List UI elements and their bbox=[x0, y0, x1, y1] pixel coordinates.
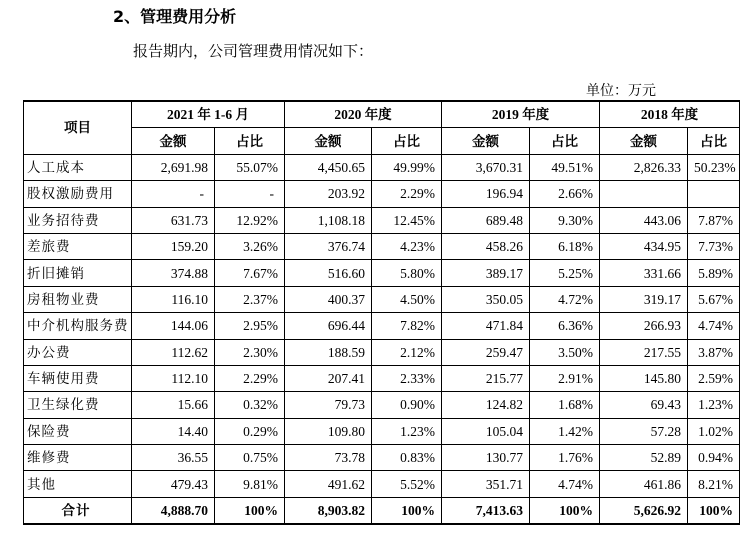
amount-header: 金额 bbox=[132, 128, 215, 154]
ratio-cell: 2.59% bbox=[688, 365, 740, 391]
row-item-label: 保险费 bbox=[24, 418, 132, 444]
amount-cell: 7,413.63 bbox=[442, 497, 530, 524]
table-row bbox=[24, 181, 740, 207]
ratio-cell: 0.32% bbox=[215, 392, 285, 418]
table-row bbox=[24, 233, 740, 259]
ratio-cell: 1.23% bbox=[688, 392, 740, 418]
ratio-cell: 2.66% bbox=[530, 181, 600, 207]
table-row bbox=[24, 471, 740, 497]
row-item-label: 合计 bbox=[24, 497, 132, 524]
ratio-cell: 3.26% bbox=[215, 233, 285, 259]
row-item-label: 办公费 bbox=[24, 339, 132, 365]
ratio-cell: 6.36% bbox=[530, 313, 600, 339]
ratio-cell: 6.18% bbox=[530, 233, 600, 259]
table-row bbox=[24, 260, 740, 286]
amount-cell bbox=[600, 181, 688, 207]
ratio-cell: 9.30% bbox=[530, 207, 600, 233]
table-row bbox=[24, 418, 740, 444]
ratio-cell: 4.72% bbox=[530, 286, 600, 312]
row-item-label: 卫生绿化费 bbox=[24, 392, 132, 418]
row-item-label: 维修费 bbox=[24, 445, 132, 471]
amount-cell: 5,626.92 bbox=[600, 497, 688, 524]
ratio-cell: 1.02% bbox=[688, 418, 740, 444]
table-row bbox=[24, 313, 740, 339]
table-row bbox=[24, 154, 740, 180]
ratio-cell: 100% bbox=[372, 497, 442, 524]
amount-cell: 696.44 bbox=[285, 313, 372, 339]
ratio-cell: 7.82% bbox=[372, 313, 442, 339]
amount-cell: 376.74 bbox=[285, 233, 372, 259]
ratio-cell: 2.29% bbox=[372, 181, 442, 207]
amount-cell: 461.86 bbox=[600, 471, 688, 497]
amount-cell: 144.06 bbox=[132, 313, 215, 339]
row-item-label: 房租物业费 bbox=[24, 286, 132, 312]
row-item-label: 折旧摊销 bbox=[24, 260, 132, 286]
amount-cell: 479.43 bbox=[132, 471, 215, 497]
ratio-cell: 4.23% bbox=[372, 233, 442, 259]
amount-cell: 3,670.31 bbox=[442, 154, 530, 180]
amount-cell: 259.47 bbox=[442, 339, 530, 365]
amount-cell: 319.17 bbox=[600, 286, 688, 312]
ratio-cell: 12.92% bbox=[215, 207, 285, 233]
period-header: 2021 年 1-6 月 bbox=[132, 101, 285, 128]
amount-cell: 15.66 bbox=[132, 392, 215, 418]
section-heading: 2、管理费用分析 bbox=[113, 7, 237, 26]
table-row bbox=[24, 286, 740, 312]
ratio-cell: 4.74% bbox=[530, 471, 600, 497]
amount-header: 金额 bbox=[442, 128, 530, 154]
amount-cell: 217.55 bbox=[600, 339, 688, 365]
ratio-cell: 5.89% bbox=[688, 260, 740, 286]
header-row-periods bbox=[24, 101, 740, 128]
amount-cell: 215.77 bbox=[442, 365, 530, 391]
ratio-cell: 0.90% bbox=[372, 392, 442, 418]
ratio-cell: 1.42% bbox=[530, 418, 600, 444]
item-header: 项目 bbox=[24, 101, 132, 154]
ratio-cell: 7.67% bbox=[215, 260, 285, 286]
amount-cell: 145.80 bbox=[600, 365, 688, 391]
amount-cell: 2,826.33 bbox=[600, 154, 688, 180]
amount-cell: 112.62 bbox=[132, 339, 215, 365]
amount-cell: 400.37 bbox=[285, 286, 372, 312]
table-row bbox=[24, 392, 740, 418]
amount-cell: 57.28 bbox=[600, 418, 688, 444]
ratio-cell: 5.67% bbox=[688, 286, 740, 312]
amount-cell: 14.40 bbox=[132, 418, 215, 444]
amount-cell: 1,108.18 bbox=[285, 207, 372, 233]
amount-cell: 389.17 bbox=[442, 260, 530, 286]
table-row bbox=[24, 445, 740, 471]
amount-cell: 105.04 bbox=[442, 418, 530, 444]
period-header: 2019 年度 bbox=[442, 101, 600, 128]
table-row bbox=[24, 339, 740, 365]
ratio-cell: 12.45% bbox=[372, 207, 442, 233]
ratio-cell: 49.51% bbox=[530, 154, 600, 180]
ratio-cell: 2.95% bbox=[215, 313, 285, 339]
amount-cell: 351.71 bbox=[442, 471, 530, 497]
period-header: 2020 年度 bbox=[285, 101, 442, 128]
ratio-cell: 0.94% bbox=[688, 445, 740, 471]
row-item-label: 股权激励费用 bbox=[24, 181, 132, 207]
table-body bbox=[24, 154, 740, 524]
ratio-header: 占比 bbox=[688, 128, 740, 154]
ratio-cell: 100% bbox=[215, 497, 285, 524]
amount-cell: 2,691.98 bbox=[132, 154, 215, 180]
amount-cell: 203.92 bbox=[285, 181, 372, 207]
admin-expense-table bbox=[23, 100, 740, 525]
ratio-cell: 100% bbox=[688, 497, 740, 524]
ratio-cell: 0.75% bbox=[215, 445, 285, 471]
row-item-label: 业务招待费 bbox=[24, 207, 132, 233]
ratio-cell: 7.87% bbox=[688, 207, 740, 233]
amount-cell: 159.20 bbox=[132, 233, 215, 259]
amount-cell: 4,888.70 bbox=[132, 497, 215, 524]
ratio-cell: 55.07% bbox=[215, 154, 285, 180]
table-row bbox=[24, 207, 740, 233]
ratio-cell: 2.29% bbox=[215, 365, 285, 391]
ratio-cell: 1.76% bbox=[530, 445, 600, 471]
ratio-cell: 4.74% bbox=[688, 313, 740, 339]
amount-cell: 52.89 bbox=[600, 445, 688, 471]
intro-paragraph: 报告期内，公司管理费用情况如下： bbox=[133, 42, 374, 60]
amount-cell: 689.48 bbox=[442, 207, 530, 233]
amount-cell: 374.88 bbox=[132, 260, 215, 286]
ratio-cell: 8.21% bbox=[688, 471, 740, 497]
period-header: 2018 年度 bbox=[600, 101, 740, 128]
ratio-cell: 2.12% bbox=[372, 339, 442, 365]
row-item-label: 人工成本 bbox=[24, 154, 132, 180]
amount-cell: - bbox=[132, 181, 215, 207]
row-item-label: 差旅费 bbox=[24, 233, 132, 259]
ratio-cell: 49.99% bbox=[372, 154, 442, 180]
ratio-cell: 5.52% bbox=[372, 471, 442, 497]
ratio-cell: 50.23% bbox=[688, 154, 740, 180]
amount-cell: 207.41 bbox=[285, 365, 372, 391]
ratio-header: 占比 bbox=[372, 128, 442, 154]
amount-cell: 491.62 bbox=[285, 471, 372, 497]
ratio-cell: 100% bbox=[530, 497, 600, 524]
amount-cell: 109.80 bbox=[285, 418, 372, 444]
amount-cell: 4,450.65 bbox=[285, 154, 372, 180]
amount-cell: 8,903.82 bbox=[285, 497, 372, 524]
amount-header: 金额 bbox=[285, 128, 372, 154]
unit-label: 单位：万元 bbox=[586, 83, 656, 99]
ratio-header: 占比 bbox=[215, 128, 285, 154]
row-item-label: 其他 bbox=[24, 471, 132, 497]
amount-cell: 188.59 bbox=[285, 339, 372, 365]
ratio-cell: 0.29% bbox=[215, 418, 285, 444]
ratio-cell: 9.81% bbox=[215, 471, 285, 497]
ratio-cell: 2.30% bbox=[215, 339, 285, 365]
amount-cell: 331.66 bbox=[600, 260, 688, 286]
amount-cell: 36.55 bbox=[132, 445, 215, 471]
ratio-cell: 1.68% bbox=[530, 392, 600, 418]
amount-cell: 112.10 bbox=[132, 365, 215, 391]
ratio-cell: 5.25% bbox=[530, 260, 600, 286]
header-row-metrics bbox=[24, 128, 740, 154]
ratio-cell: 2.91% bbox=[530, 365, 600, 391]
ratio-cell: - bbox=[215, 181, 285, 207]
amount-cell: 350.05 bbox=[442, 286, 530, 312]
amount-cell: 130.77 bbox=[442, 445, 530, 471]
table-row bbox=[24, 365, 740, 391]
amount-cell: 631.73 bbox=[132, 207, 215, 233]
amount-cell: 79.73 bbox=[285, 392, 372, 418]
ratio-cell bbox=[688, 181, 740, 207]
amount-cell: 443.06 bbox=[600, 207, 688, 233]
amount-cell: 196.94 bbox=[442, 181, 530, 207]
amount-cell: 471.84 bbox=[442, 313, 530, 339]
ratio-header: 占比 bbox=[530, 128, 600, 154]
row-item-label: 中介机构服务费 bbox=[24, 313, 132, 339]
row-item-label: 车辆使用费 bbox=[24, 365, 132, 391]
amount-cell: 69.43 bbox=[600, 392, 688, 418]
ratio-cell: 5.80% bbox=[372, 260, 442, 286]
amount-header: 金额 bbox=[600, 128, 688, 154]
total-row bbox=[24, 497, 740, 524]
amount-cell: 458.26 bbox=[442, 233, 530, 259]
amount-cell: 434.95 bbox=[600, 233, 688, 259]
ratio-cell: 4.50% bbox=[372, 286, 442, 312]
amount-cell: 124.82 bbox=[442, 392, 530, 418]
amount-cell: 116.10 bbox=[132, 286, 215, 312]
ratio-cell: 2.37% bbox=[215, 286, 285, 312]
amount-cell: 516.60 bbox=[285, 260, 372, 286]
ratio-cell: 0.83% bbox=[372, 445, 442, 471]
ratio-cell: 2.33% bbox=[372, 365, 442, 391]
amount-cell: 266.93 bbox=[600, 313, 688, 339]
ratio-cell: 1.23% bbox=[372, 418, 442, 444]
ratio-cell: 3.87% bbox=[688, 339, 740, 365]
ratio-cell: 7.73% bbox=[688, 233, 740, 259]
ratio-cell: 3.50% bbox=[530, 339, 600, 365]
amount-cell: 73.78 bbox=[285, 445, 372, 471]
